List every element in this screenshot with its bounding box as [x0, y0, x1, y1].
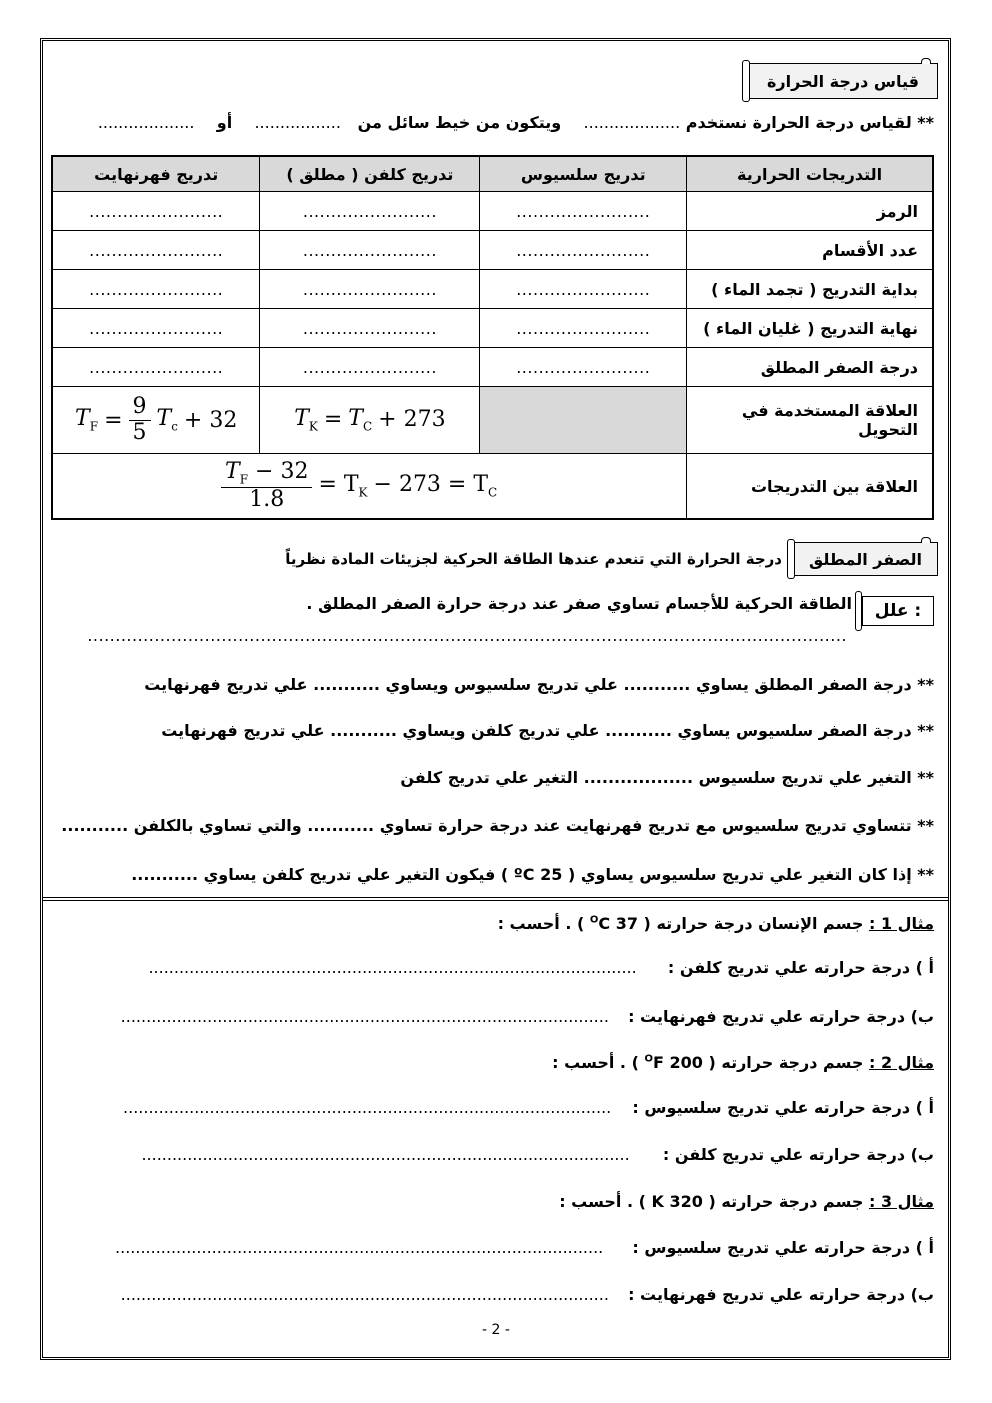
- table-row: [52, 231, 933, 270]
- header-kelvin: تدريج كلفن ( مطلق ): [260, 156, 480, 192]
- statement-3: ** التغير علي تدريج سلسيوس .................. التغير علي تدريج كلفن: [400, 768, 934, 787]
- section-heading-temperature: [748, 63, 938, 99]
- row-label: درجة الصفر المطلق: [687, 348, 933, 387]
- page-number: - 2 -: [482, 1322, 510, 1338]
- row-label: نهاية التدريج ( غليان الماء ): [687, 309, 933, 348]
- table-row: [52, 192, 933, 231]
- table-row: [52, 270, 933, 309]
- celsius-blank[interactable]: ........................: [480, 309, 687, 348]
- table-row-relation: [52, 454, 933, 520]
- why-label: علل :: [862, 596, 934, 626]
- why-question: الطاقة الحركية للأجسام تساوي صفر عند درجة حرارة الصفر المطلق .: [306, 594, 852, 613]
- answer-blank[interactable]: ................................................................................................: [141, 1145, 630, 1164]
- fahrenheit-equation: $T_F$ = $\frac{9}{5}$ $T_c$ + 32: [52, 387, 260, 454]
- kelvin-equation: $T_K$ = $T_C$ + 273: [260, 387, 480, 454]
- kelvin-blank[interactable]: ........................: [260, 231, 480, 270]
- kelvin-blank[interactable]: ........................: [260, 309, 480, 348]
- heading-text: قياس درجة الحرارة: [766, 71, 919, 91]
- kelvin-blank[interactable]: ........................: [260, 348, 480, 387]
- answer-blank[interactable]: ................................................................................................: [115, 1238, 604, 1257]
- row-label: بداية التدريج ( تجمد الماء ): [687, 270, 933, 309]
- table-row-conversion: [52, 387, 933, 454]
- absolute-zero-definition: درجة الحرارة التي تنعدم عندها الطاقة الحركية لجزيئات المادة نظرياً: [285, 550, 782, 568]
- statement-5: ** إذا كان التغير علي تدريج سلسيوس يساوي ( 25 ºC ) فيكون التغير علي تدريج كلفن يساوي ...........: [131, 865, 934, 884]
- intro-part3: أو: [216, 113, 233, 132]
- fahrenheit-blank[interactable]: ........................: [52, 348, 260, 387]
- example-3-item-b: ب) درجة حرارته علي تدريج فهرنهايت : ................................................................................................: [120, 1285, 934, 1304]
- answer-blank[interactable]: ................................................................................................: [148, 958, 637, 977]
- kelvin-blank[interactable]: ........................: [260, 192, 480, 231]
- answer-blank[interactable]: ................................................................................................: [120, 1007, 609, 1026]
- statement-2: ** درجة الصفر سلسيوس يساوي ........... علي تدريج كلفن ويساوي ........... علي تدريج فهرنهايت: [161, 721, 934, 740]
- kelvin-blank[interactable]: ........................: [260, 270, 480, 309]
- celsius-blank[interactable]: ........................: [480, 348, 687, 387]
- absolute-zero-title: الصفر المطلق: [808, 549, 923, 569]
- table-row: [52, 348, 933, 387]
- celsius-blank[interactable]: ........................: [480, 231, 687, 270]
- celsius-conversion-empty: [480, 387, 687, 454]
- fahrenheit-blank[interactable]: ........................: [52, 309, 260, 348]
- example-1-item-b: ب) درجة حرارته علي تدريج فهرنهايت : ................................................................................................: [120, 1007, 934, 1026]
- temperature-scales-table: [51, 155, 934, 520]
- row-label: عدد الأقسام: [687, 231, 933, 270]
- table-row: [52, 309, 933, 348]
- header-fahrenheit: تدريج فهرنهايت: [52, 156, 260, 192]
- why-answer-blank[interactable]: ........................................................................................................................................: [87, 626, 847, 645]
- example-1-item-a: أ ) درجة حرارته علي تدريج كلفن : ................................................................................................: [148, 958, 934, 977]
- example-2-title: مثال 2 : جسم درجة حرارته ( 200 $^O$F ) . أحسب :: [552, 1053, 934, 1072]
- intro-part2: ويتكون من خيط سائل من: [357, 113, 562, 132]
- header-celsius: تدريج سلسيوس: [480, 156, 687, 192]
- header-scales: التدريجات الحرارية: [687, 156, 933, 192]
- table-header-row: [52, 156, 933, 192]
- section-heading-absolute-zero: [793, 542, 938, 576]
- intro-part1: ** لقياس درجة الحرارة نستخدم: [685, 113, 934, 132]
- example-1-title: مثال 1 : جسم الإنسان درجة حرارته ( 37 $^O$C ) . أحسب :: [497, 914, 934, 933]
- section-divider: [42, 897, 949, 901]
- example-3-title: مثال 3 : جسم درجة حرارته ( 320 K ) . أحسب :: [559, 1192, 934, 1211]
- row-label: الرمز: [687, 192, 933, 231]
- fahrenheit-blank[interactable]: ........................: [52, 192, 260, 231]
- answer-blank[interactable]: ................................................................................................: [120, 1285, 609, 1304]
- example-2-item-b: ب) درجة حرارته علي تدريج كلفن : ................................................................................................: [141, 1145, 934, 1164]
- blank-2[interactable]: .................: [254, 113, 341, 132]
- relation-equation: $\frac{T_F - 32}{1.8}$ = $T_K$ − $273 = T_C$: [52, 454, 687, 520]
- blank-1[interactable]: ...................: [583, 113, 681, 132]
- statement-4: ** تتساوي تدريج سلسيوس مع تدريج فهرنهايت عند درجة حرارة تساوي ........... والتي تساوي بالكلفن ...........: [61, 816, 934, 835]
- example-3-item-a: أ ) درجة حرارته علي تدريج سلسيوس : ................................................................................................: [115, 1238, 934, 1257]
- statement-1: ** درجة الصفر المطلق يساوي ........... علي تدريج سلسيوس ويساوي ........... علي تدريج فهرنهايت: [144, 675, 934, 694]
- blank-3[interactable]: ...................: [97, 113, 195, 132]
- answer-blank[interactable]: ................................................................................................: [123, 1098, 612, 1117]
- fahrenheit-blank[interactable]: ........................: [52, 270, 260, 309]
- celsius-blank[interactable]: ........................: [480, 192, 687, 231]
- example-2-item-a: أ ) درجة حرارته علي تدريج سلسيوس : ................................................................................................: [123, 1098, 934, 1117]
- fahrenheit-blank[interactable]: ........................: [52, 231, 260, 270]
- conversion-label: العلاقة المستخدمة في التحويل: [687, 387, 933, 454]
- intro-line: [98, 113, 934, 132]
- celsius-blank[interactable]: ........................: [480, 270, 687, 309]
- relation-label: العلاقة بين التدريجات: [687, 454, 933, 520]
